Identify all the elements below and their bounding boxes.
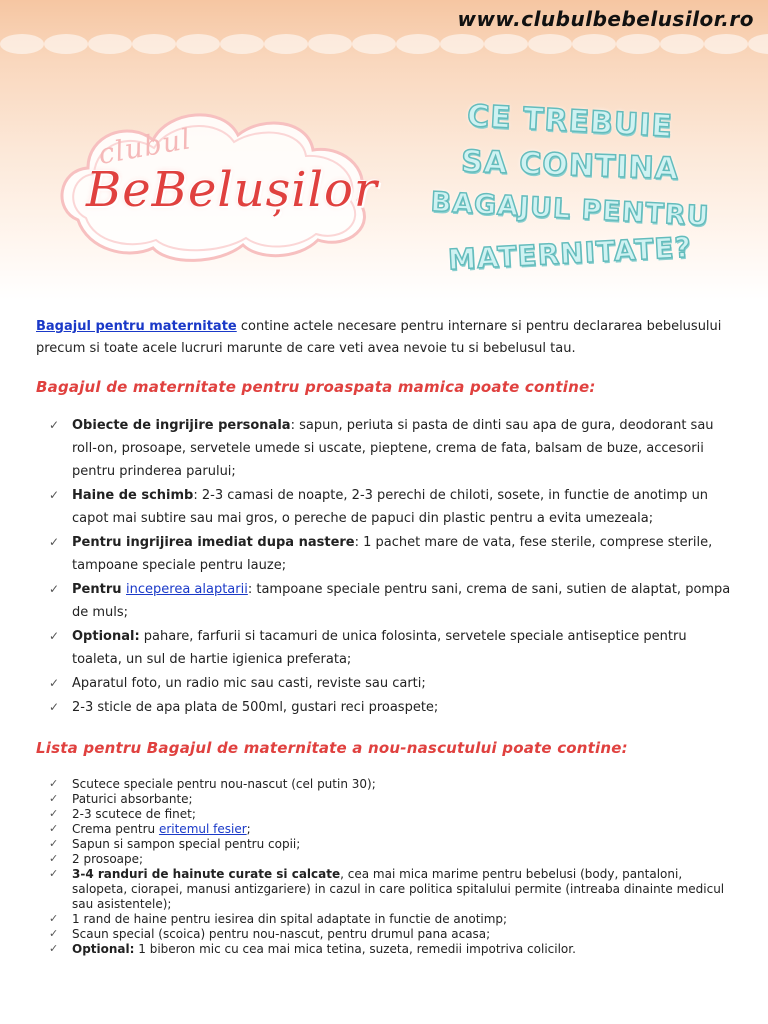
mom-section-heading: Bagajul de maternitate pentru proaspata mamica poate contine: [36, 378, 596, 396]
scallop [352, 34, 396, 54]
item-text: 2-3 sticle de apa plata de 500ml, gustari reci proaspete; [72, 700, 439, 715]
list-item [36, 822, 736, 837]
item-bold-label: Obiecte de ingrijire personala [72, 418, 291, 433]
baby-section-heading: Lista pentru Bagajul de maternitate a nou-nascutului poate contine: [36, 739, 628, 757]
item-text: : 2-3 camasi de noapte, 2-3 perechi de chiloti, sosete, in functie de anotimp un capot mai subtire sau mai gros, o pereche de papuci din plastic pentru a evita umezeala; [72, 488, 709, 526]
item-text: 1 rand de haine pentru iesirea din spital adaptate in functie de anotimp; [72, 912, 508, 926]
item-text: pahare, farfurii si tacamuri de unica folosinta, servetele speciale antiseptice pentru toaleta, un sul de hartie igienica preferata; [72, 629, 687, 667]
scallop [660, 34, 704, 54]
checkmark-icon: ✓ [49, 418, 60, 432]
list-item [36, 852, 736, 867]
list-item [36, 696, 736, 719]
website-url[interactable]: www.clubulbebelusilor.ro [457, 7, 754, 31]
scallop [220, 34, 264, 54]
list-item [36, 531, 736, 577]
checkmark-icon: ✓ [49, 629, 60, 643]
list-item [36, 578, 736, 624]
scallop [396, 34, 440, 54]
checkmark-icon: ✓ [49, 792, 59, 805]
intro-text: contine actele necesare pentru internare si pentru declararea bebelusului precum si toate acele lucruri marunte de care veti avea nevoie tu si bebelusul tau. [36, 319, 722, 356]
checkmark-icon: ✓ [49, 488, 60, 502]
list-item [36, 777, 736, 792]
item-text: Sapun si sampon special pentru copii; [72, 837, 301, 851]
checkmark-icon: ✓ [49, 535, 60, 549]
checkmark-icon: ✓ [49, 582, 60, 596]
title-line-1: CE TREBUIE [466, 98, 674, 145]
item-prefix: Crema pentru [72, 822, 159, 836]
checkmark-icon: ✓ [49, 867, 59, 880]
scallop [264, 34, 308, 54]
checkmark-icon: ✓ [49, 822, 59, 835]
intro-link[interactable]: Bagajul pentru maternitate [36, 319, 237, 334]
scallop [748, 34, 768, 54]
item-text: 2 prosoape; [72, 852, 144, 866]
item-bold-label: Optional: [72, 629, 140, 644]
item-text: : tampoane speciale pentru sani, crema de sani, sutien de alaptat, pompa de muls; [72, 582, 731, 620]
title-line-2: SA CONTINA [460, 144, 680, 187]
item-bold-label: Haine de schimb [72, 488, 194, 503]
site-logo [58, 100, 378, 270]
list-item [36, 912, 736, 927]
item-text: : sapun, periuta si pasta de dinti sau apa de gura, deodorant sau roll-on, prosoape, servetele umede si uscate, pieptene, crema de fata, balsam de buze, accesorii pentru prinderea parului; [72, 418, 714, 479]
item-text: Paturici absorbante; [72, 792, 193, 806]
article-content [36, 316, 736, 957]
item-link[interactable]: eritemul fesier [158, 822, 247, 836]
checkmark-icon: ✓ [49, 927, 59, 940]
item-bold-label: Pentru [72, 582, 127, 597]
item-bold-label: 3-4 randuri de hainute curate si calcate [72, 867, 341, 881]
item-text: Scaun special (scoica) pentru nou-nascut, pentru drumul pana acasa; [72, 927, 491, 941]
checkmark-icon: ✓ [49, 942, 59, 955]
checkmark-icon: ✓ [49, 777, 59, 790]
item-bold-label: Optional: [72, 942, 135, 956]
item-text: : 1 pachet mare de vata, fese sterile, comprese sterile, tampoane speciale pentru lauze; [72, 535, 713, 573]
intro-paragraph [36, 316, 736, 360]
scallop [616, 34, 660, 54]
item-text: Aparatul foto, un radio mic sau casti, reviste sau carti; [72, 676, 426, 691]
logo-big-text: BeBelușilor [86, 162, 378, 218]
scallop [308, 34, 352, 54]
checkmark-icon: ✓ [49, 700, 60, 714]
checkmark-icon: ✓ [49, 807, 59, 820]
scallop [132, 34, 176, 54]
title-line-3: BAGAJUL PENTRU [429, 186, 711, 233]
item-text: Scutece speciale pentru nou-nascut (cel putin 30); [72, 777, 376, 791]
checkmark-icon: ✓ [49, 837, 59, 850]
title-line-4: MATERNITATE? [447, 230, 693, 277]
item-text: , cea mai mica marime pentru bebelusi (body, pantaloni, salopeta, ciorapei, manusi antizgariere) in cazul in care politica spitalului permite (intreaba dinainte medicul sau asistentele); [72, 867, 725, 911]
scallop [484, 34, 528, 54]
list-item [36, 484, 736, 530]
page-header [0, 0, 768, 300]
item-text: ; [246, 822, 251, 836]
list-item [36, 792, 736, 807]
scallop [704, 34, 748, 54]
scallop [572, 34, 616, 54]
list-item [36, 927, 736, 942]
checkmark-icon: ✓ [49, 676, 60, 690]
checkmark-icon: ✓ [49, 852, 59, 865]
scallop [44, 34, 88, 54]
list-item [36, 672, 736, 695]
list-item [36, 837, 736, 852]
item-text: 2-3 scutece de finet; [72, 807, 196, 821]
item-bold-label: Pentru ingrijirea imediat dupa nastere [72, 535, 355, 550]
logo-small-text: clubul [95, 122, 194, 171]
baby-checklist [36, 777, 736, 957]
item-link[interactable]: inceperea alaptarii [126, 582, 248, 597]
scallop [88, 34, 132, 54]
list-item [36, 867, 736, 912]
scallop [440, 34, 484, 54]
list-item [36, 625, 736, 671]
list-item [36, 942, 736, 957]
list-item [36, 414, 736, 483]
scallop [0, 34, 44, 54]
checkmark-icon: ✓ [49, 912, 59, 925]
scallop [528, 34, 572, 54]
mom-checklist [36, 414, 736, 719]
item-text: 1 biberon mic cu cea mai mica tetina, suzeta, remedii impotriva colicilor. [134, 942, 576, 956]
page-title [410, 100, 730, 276]
list-item [36, 807, 736, 822]
scallop [176, 34, 220, 54]
